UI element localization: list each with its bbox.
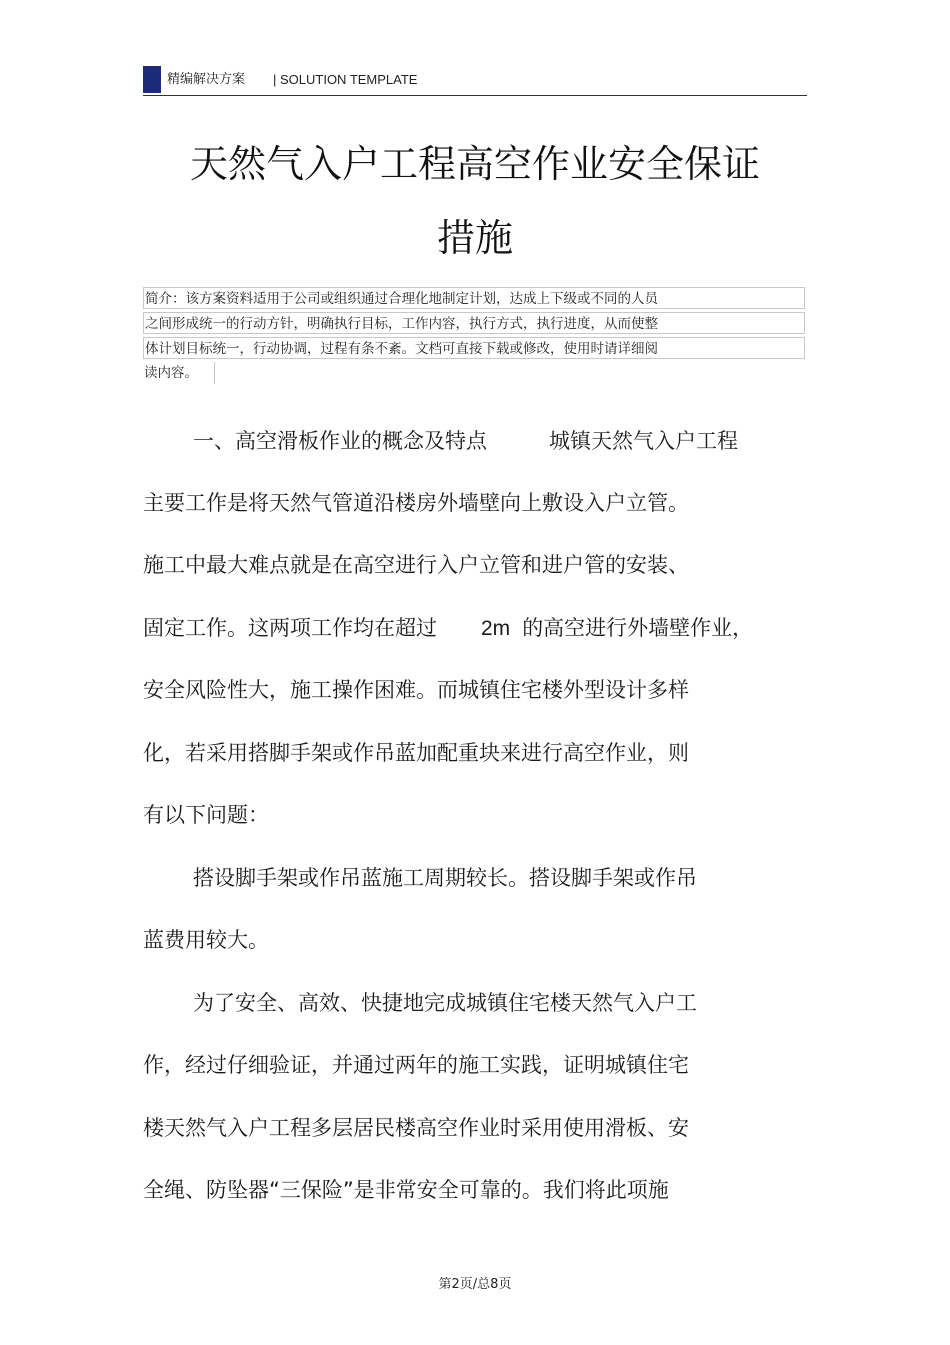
body-line: 作，经过仔细验证，并通过两年的施工实践，证明城镇住宅 xyxy=(143,1053,689,1077)
intro-line: 读内容。 xyxy=(143,362,215,384)
body-line: 搭设脚手架或作吊蓝施工周期较长。搭设脚手架或作吊 xyxy=(193,866,697,890)
section-heading: 一、高空滑板作业的概念及特点 xyxy=(193,429,487,453)
intro-line: 之间形成统一的行动方针，明确执行目标，工作内容，执行方式，执行进度，从而使整 xyxy=(143,312,805,334)
document-title-line-1: 天然气入户工程高空作业安全保证 xyxy=(189,142,760,186)
body-line xyxy=(143,614,753,643)
body-text: 的高空进行外墙壁作业， xyxy=(522,616,754,640)
intro-line: 体计划目标统一，行动协调，过程有条不紊。文档可直接下载或修改，使用时请详细阅 xyxy=(143,337,805,359)
page-indicator: 第2页/总8页 xyxy=(438,1277,512,1292)
body-line: 为了安全、高效、快捷地完成城镇住宅楼天然气入户工 xyxy=(193,991,697,1015)
body-line: 蓝费用较大。 xyxy=(143,928,269,952)
body-line: 主要工作是将天然气管道沿楼房外墙壁向上敷设入户立管。 xyxy=(143,491,689,515)
section-lead: 城镇天然气入户工程 xyxy=(549,429,738,453)
document-header xyxy=(143,66,807,96)
logo-icon xyxy=(143,66,161,93)
body-line: 化，若采用搭脚手架或作吊蓝加配重块来进行高空作业，则 xyxy=(143,741,689,765)
body-line: 施工中最大难点就是在高空进行入户立管和进户管的安装、 xyxy=(143,553,689,577)
height-value: 2m xyxy=(481,617,511,640)
body-line: 有以下问题： xyxy=(143,803,269,827)
body-text: 固定工作。这两项工作均在超过 xyxy=(143,616,437,640)
body-line: 楼天然气入户工程多层居民楼高空作业时采用使用滑板、安 xyxy=(143,1116,689,1140)
header-template-label: | SOLUTION TEMPLATE xyxy=(273,72,418,87)
document-title-line-2: 措施 xyxy=(436,216,513,260)
intro-line: 简介：该方案资料适用于公司或组织通过合理化地制定计划，达成上下级或不同的人员 xyxy=(143,287,805,309)
body-line: 全绳、防坠器“三保险”是非常安全可靠的。我们将此项施 xyxy=(143,1178,669,1202)
header-brand: 精编解决方案 xyxy=(167,72,246,87)
body-line xyxy=(193,427,738,455)
body-line: 安全风险性大，施工操作困难。而城镇住宅楼外型设计多样 xyxy=(143,678,689,702)
